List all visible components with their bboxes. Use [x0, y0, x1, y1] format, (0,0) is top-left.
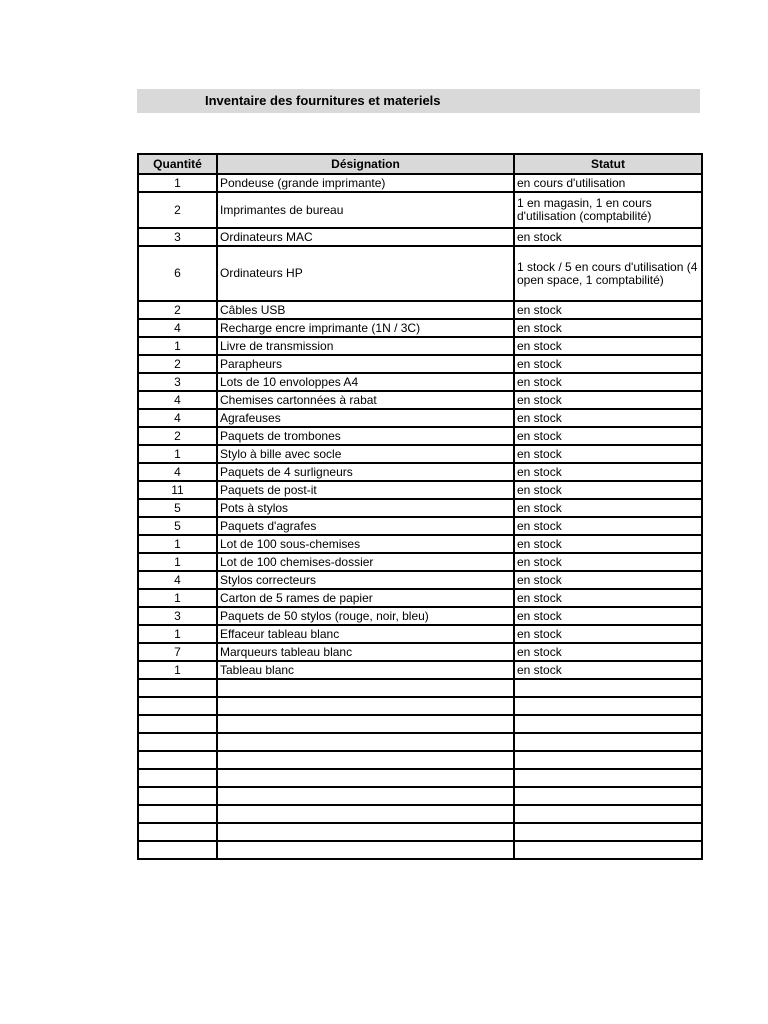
header-row: [138, 154, 702, 174]
table-row: [138, 535, 702, 553]
quantity-cell: [138, 787, 217, 805]
table-row: [138, 373, 702, 391]
table-row: [138, 319, 702, 337]
table-row: [138, 625, 702, 643]
quantity-cell: 2: [138, 427, 217, 445]
designation-cell: Tableau blanc: [217, 661, 514, 679]
designation-cell: Ordinateurs HP: [217, 246, 514, 301]
status-cell: [514, 805, 702, 823]
quantity-cell: 2: [138, 301, 217, 319]
table-row: [138, 427, 702, 445]
quantity-cell: 3: [138, 607, 217, 625]
quantity-cell: [138, 805, 217, 823]
status-cell: 1 en magasin, 1 en cours d'utilisation (comptabilité): [514, 192, 702, 228]
table-row: [138, 463, 702, 481]
designation-cell: [217, 805, 514, 823]
table-row: [138, 661, 702, 679]
status-cell: [514, 715, 702, 733]
quantity-cell: [138, 679, 217, 697]
status-cell: 1 stock / 5 en cours d'utilisation (4 open space, 1 comptabilité): [514, 246, 702, 301]
quantity-cell: 4: [138, 463, 217, 481]
designation-cell: Câbles USB: [217, 301, 514, 319]
column-header-quantite: Quantité: [138, 154, 217, 174]
designation-cell: Imprimantes de bureau: [217, 192, 514, 228]
table-row: [138, 823, 702, 841]
status-cell: en stock: [514, 319, 702, 337]
designation-cell: Lot de 100 chemises-dossier: [217, 553, 514, 571]
status-cell: en stock: [514, 391, 702, 409]
designation-cell: Carton de 5 rames de papier: [217, 589, 514, 607]
designation-cell: Chemises cartonnées à rabat: [217, 391, 514, 409]
status-cell: en stock: [514, 589, 702, 607]
designation-cell: Lot de 100 sous-chemises: [217, 535, 514, 553]
quantity-cell: 2: [138, 355, 217, 373]
table-row: [138, 553, 702, 571]
status-cell: en stock: [514, 337, 702, 355]
status-cell: en stock: [514, 463, 702, 481]
table-row: [138, 589, 702, 607]
quantity-cell: [138, 697, 217, 715]
inventory-table: [137, 153, 703, 860]
status-cell: [514, 841, 702, 859]
title-bar: [137, 89, 700, 113]
quantity-cell: 2: [138, 192, 217, 228]
quantity-cell: 4: [138, 409, 217, 427]
quantity-cell: 1: [138, 174, 217, 192]
quantity-cell: 3: [138, 228, 217, 246]
quantity-cell: [138, 823, 217, 841]
table-row: [138, 391, 702, 409]
designation-cell: Pondeuse (grande imprimante): [217, 174, 514, 192]
table-row: [138, 445, 702, 463]
designation-cell: Pots à stylos: [217, 499, 514, 517]
status-cell: [514, 823, 702, 841]
designation-cell: Paquets d'agrafes: [217, 517, 514, 535]
designation-cell: [217, 769, 514, 787]
status-cell: [514, 751, 702, 769]
column-header-statut: Statut: [514, 154, 702, 174]
designation-cell: Lots de 10 envoloppes A4: [217, 373, 514, 391]
status-cell: en cours d'utilisation: [514, 174, 702, 192]
table-row: [138, 643, 702, 661]
designation-cell: [217, 715, 514, 733]
quantity-cell: [138, 715, 217, 733]
designation-cell: Livre de transmission: [217, 337, 514, 355]
quantity-cell: 1: [138, 337, 217, 355]
status-cell: en stock: [514, 517, 702, 535]
quantity-cell: 4: [138, 391, 217, 409]
table-row: [138, 751, 702, 769]
designation-cell: Stylo à bille avec socle: [217, 445, 514, 463]
designation-cell: Paquets de post-it: [217, 481, 514, 499]
status-cell: en stock: [514, 553, 702, 571]
designation-cell: Paquets de 4 surligneurs: [217, 463, 514, 481]
quantity-cell: 1: [138, 589, 217, 607]
status-cell: en stock: [514, 535, 702, 553]
designation-cell: [217, 823, 514, 841]
table-body: [138, 174, 702, 859]
designation-cell: Recharge encre imprimante (1N / 3C): [217, 319, 514, 337]
quantity-cell: [138, 751, 217, 769]
quantity-cell: 5: [138, 499, 217, 517]
quantity-cell: [138, 769, 217, 787]
quantity-cell: 1: [138, 553, 217, 571]
designation-cell: Stylos correcteurs: [217, 571, 514, 589]
designation-cell: [217, 841, 514, 859]
table-row: [138, 301, 702, 319]
table-row: [138, 607, 702, 625]
quantity-cell: 11: [138, 481, 217, 499]
table-row: [138, 355, 702, 373]
quantity-cell: 1: [138, 445, 217, 463]
status-cell: en stock: [514, 661, 702, 679]
status-cell: [514, 697, 702, 715]
table-row: [138, 192, 702, 228]
status-cell: en stock: [514, 607, 702, 625]
designation-cell: [217, 679, 514, 697]
designation-cell: Paquets de 50 stylos (rouge, noir, bleu): [217, 607, 514, 625]
status-cell: en stock: [514, 228, 702, 246]
designation-cell: Marqueurs tableau blanc: [217, 643, 514, 661]
table-row: [138, 733, 702, 751]
quantity-cell: 6: [138, 246, 217, 301]
status-cell: [514, 769, 702, 787]
designation-cell: Agrafeuses: [217, 409, 514, 427]
table-row: [138, 769, 702, 787]
status-cell: en stock: [514, 571, 702, 589]
table-row: [138, 246, 702, 301]
quantity-cell: 1: [138, 535, 217, 553]
quantity-cell: 3: [138, 373, 217, 391]
status-cell: en stock: [514, 445, 702, 463]
table-row: [138, 697, 702, 715]
designation-cell: [217, 697, 514, 715]
status-cell: [514, 733, 702, 751]
quantity-cell: 4: [138, 319, 217, 337]
table-row: [138, 715, 702, 733]
status-cell: en stock: [514, 499, 702, 517]
designation-cell: Parapheurs: [217, 355, 514, 373]
designation-cell: [217, 733, 514, 751]
status-cell: en stock: [514, 481, 702, 499]
status-cell: en stock: [514, 373, 702, 391]
table-row: [138, 499, 702, 517]
table-row: [138, 787, 702, 805]
page-title: Inventaire des fournitures et materiels: [205, 93, 441, 108]
status-cell: en stock: [514, 427, 702, 445]
designation-cell: [217, 787, 514, 805]
status-cell: en stock: [514, 409, 702, 427]
status-cell: [514, 679, 702, 697]
status-cell: [514, 787, 702, 805]
designation-cell: Paquets de trombones: [217, 427, 514, 445]
table-row: [138, 409, 702, 427]
table-row: [138, 841, 702, 859]
quantity-cell: [138, 733, 217, 751]
designation-cell: [217, 751, 514, 769]
table-row: [138, 174, 702, 192]
table-row: [138, 481, 702, 499]
table-header: [138, 154, 702, 174]
status-cell: en stock: [514, 625, 702, 643]
table-row: [138, 805, 702, 823]
status-cell: en stock: [514, 643, 702, 661]
status-cell: en stock: [514, 301, 702, 319]
quantity-cell: [138, 841, 217, 859]
quantity-cell: 1: [138, 661, 217, 679]
table-row: [138, 337, 702, 355]
status-cell: en stock: [514, 355, 702, 373]
designation-cell: Ordinateurs MAC: [217, 228, 514, 246]
quantity-cell: 7: [138, 643, 217, 661]
table-row: [138, 571, 702, 589]
table-row: [138, 679, 702, 697]
column-header-designation: Désignation: [217, 154, 514, 174]
quantity-cell: 1: [138, 625, 217, 643]
quantity-cell: 4: [138, 571, 217, 589]
quantity-cell: 5: [138, 517, 217, 535]
table-row: [138, 228, 702, 246]
designation-cell: Effaceur tableau blanc: [217, 625, 514, 643]
table-row: [138, 517, 702, 535]
